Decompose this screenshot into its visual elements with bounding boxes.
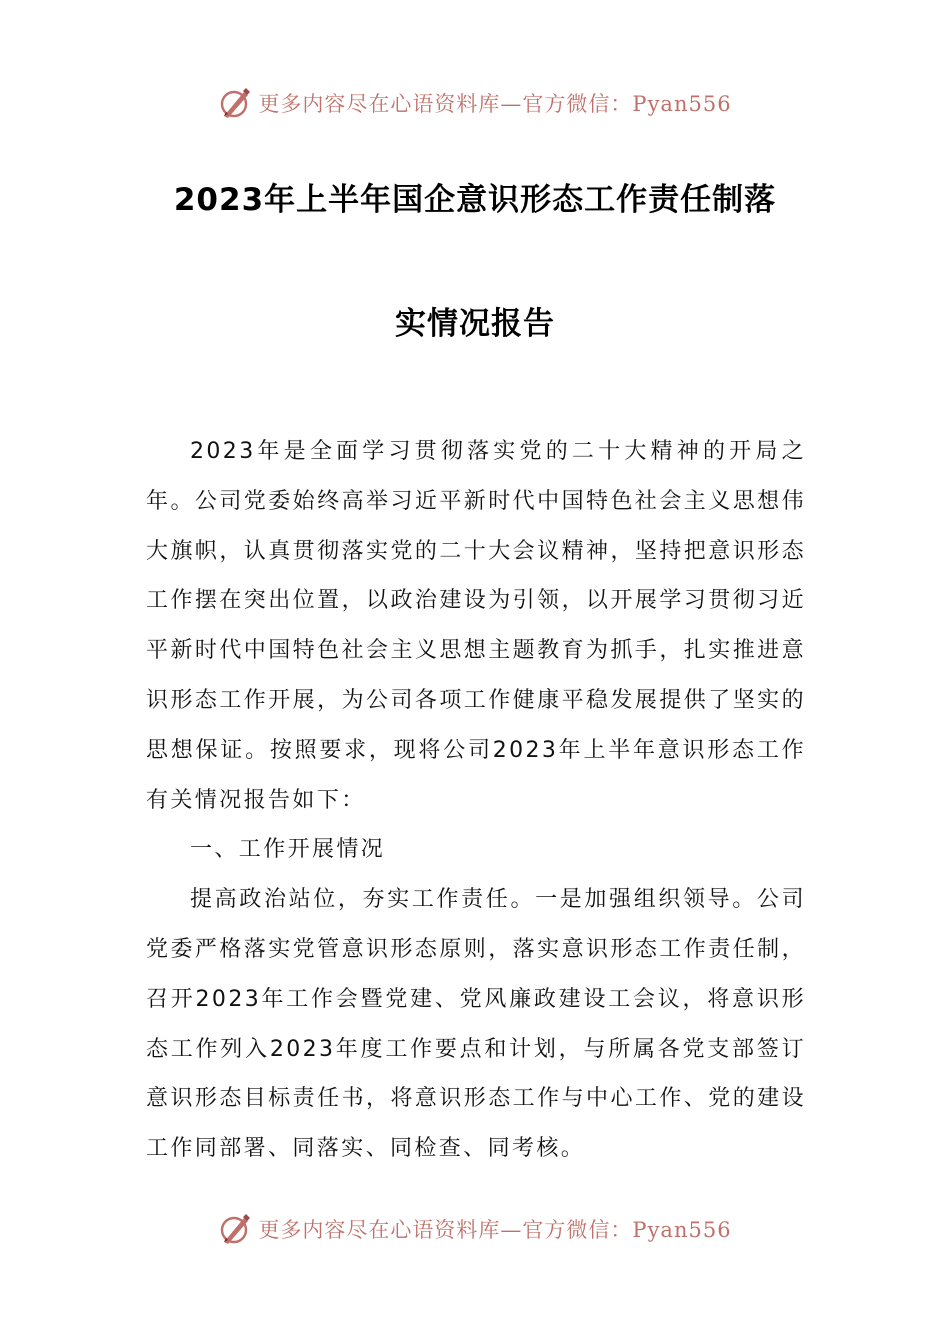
- footer-watermark: [0, 1209, 950, 1249]
- document-title-line-1: 2023年上半年国企意识形态工作责任制落: [173, 182, 777, 218]
- pen-in-circle-logo-icon: [218, 86, 252, 120]
- paragraph-section-1: 提高政治站位，夯实工作责任。一是加强组织领导。公司党委严格落实党管意识形态原则，落实意识形态工作责任制，召开2023年工作会暨党建、党风廉政建设工会议，将意识形态工作列入2023年度工作要点和计划，与所属各党支部签订意识形态目标责任书，将意识形态工作与中心工作、党的建设工作同部署、同落实、同检查、同考核。: [146, 887, 806, 1162]
- document-body: [146, 427, 806, 1174]
- watermark-text: 更多内容尽在心语资料库—官方微信：Pyan556: [258, 1218, 732, 1242]
- watermark-text: 更多内容尽在心语资料库—官方微信：Pyan556: [258, 92, 732, 116]
- document-title-line-2: 实情况报告: [395, 306, 555, 342]
- header-watermark: [0, 83, 950, 123]
- paragraph-intro: 2023年是全面学习贯彻落实党的二十大精神的开局之年。公司党委始终高举习近平新时代中国特色社会主义思想伟大旗帜，认真贯彻落实党的二十大会议精神，坚持把意识形态工作摆在突出位置，以政治建设为引领，以开展学习贯彻习近平新时代中国特色社会主义思想主题教育为抓手，扎实推进意识形态工作开展，为公司各项工作健康平稳发展提供了坚实的思想保证。按照要求，现将公司2023年上半年意识形态工作有关情况报告如下：: [146, 439, 806, 813]
- pen-in-circle-logo-icon: [218, 1212, 252, 1246]
- section-heading: 一、工作开展情况: [190, 837, 386, 863]
